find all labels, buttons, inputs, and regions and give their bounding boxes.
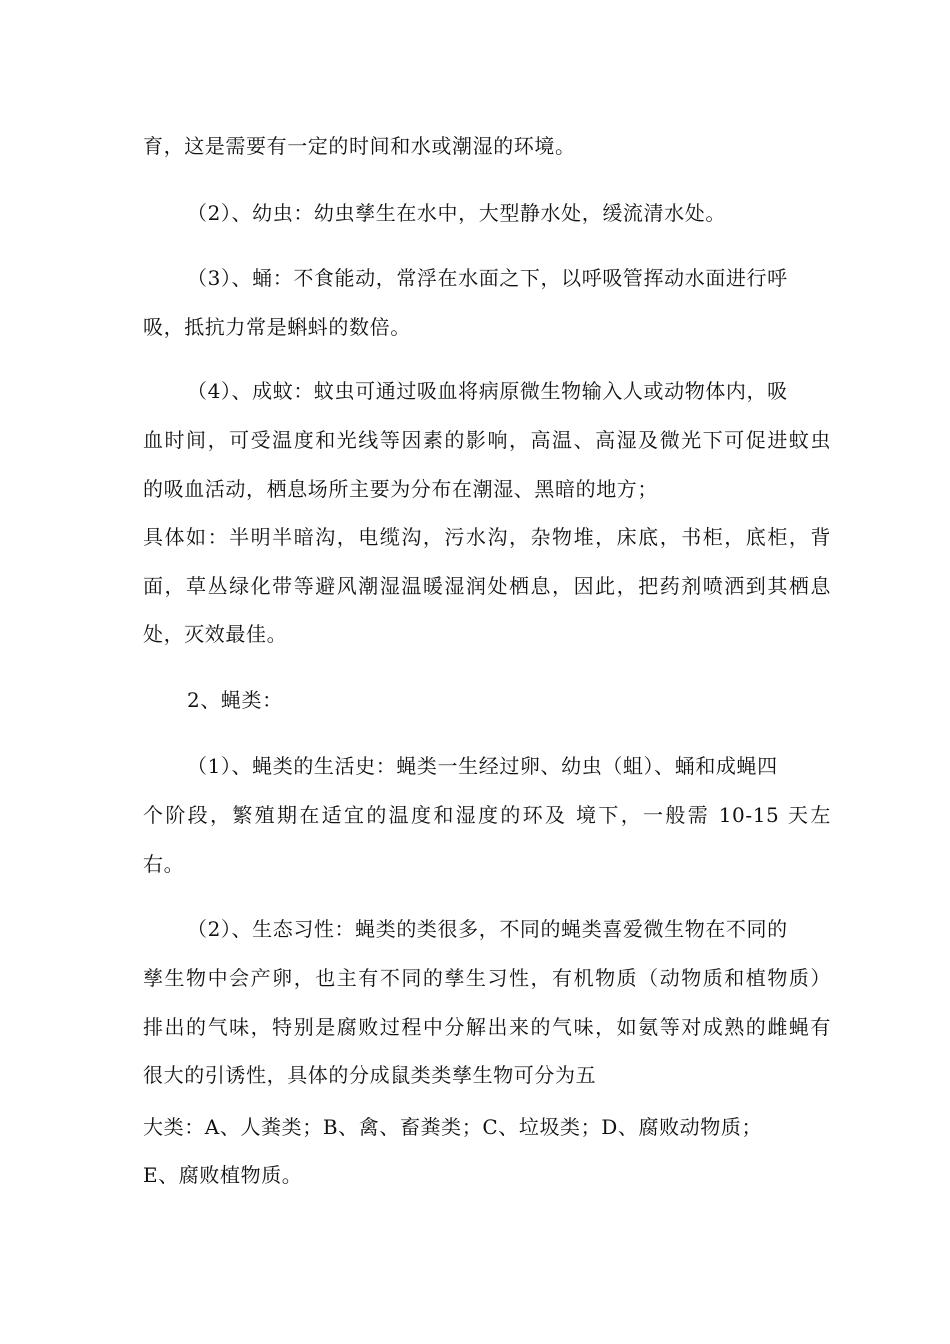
text-line: 孳生物中会产卵，也主有不同的孳生习性，有机物质（动物质和植物质） xyxy=(143,966,831,990)
text-line: E、腐败植物质。 xyxy=(143,1163,303,1187)
text-line: 排出的气味，特别是腐败过程中分解出来的气味，如氨等对成熟的雌蝇有 xyxy=(143,1015,831,1039)
text-line: 的吸血活动，栖息场所主要为分布在潮湿、黑暗的地方； xyxy=(143,477,658,501)
text-line: 处，灭效最佳。 xyxy=(143,622,288,646)
text-line: 血时间，可受温度和光线等因素的影响，高温、高湿及微光下可促进蚊虫 xyxy=(143,428,831,452)
text-line: 育，这是需要有一定的时间和水或潮湿的环境。 xyxy=(143,134,576,158)
text-line: 个阶段，繁殖期在适宜的温度和湿度的环及 境下，一般需 10-15 天左 xyxy=(143,803,831,827)
text-line: 面，草丛绿化带等避风潮湿温暖湿润处栖息，因此，把药剂喷洒到其栖息 xyxy=(143,574,831,598)
text-line: （4）、成蚊：蚊虫可通过吸血将病原微生物输入人或动物体内，吸 xyxy=(187,379,788,403)
text-line: （1）、蝇类的生活史：蝇类一生经过卵、幼虫（蛆）、蛹和成蝇四 xyxy=(187,754,778,778)
text-line: （2）、幼虫：幼虫孳生在水中，大型静水处，缓流清水处。 xyxy=(187,201,726,225)
text-line: 大类：A、人粪类；B、禽、畜粪类；C、垃圾类；D、腐败动物质； xyxy=(143,1115,763,1139)
text-line: （3）、蛹：不食能动，常浮在水面之下，以呼吸管挥动水面进行呼 xyxy=(187,266,788,290)
section-heading: 2、蝇类： xyxy=(187,688,283,712)
text-line: 吸，抵抗力常是蝌蚪的数倍。 xyxy=(143,315,411,339)
text-line: （2）、生态习性：蝇类的类很多，不同的蝇类喜爱微生物在不同的 xyxy=(187,917,788,941)
text-line: 右。 xyxy=(143,852,185,876)
text-line: 很大的引诱性，具体的分成鼠类类孳生物可分为五 xyxy=(143,1063,597,1087)
text-line: 具体如：半明半暗沟，电缆沟，污水沟，杂物堆，床底，书柜，底柜，背 xyxy=(143,525,831,549)
